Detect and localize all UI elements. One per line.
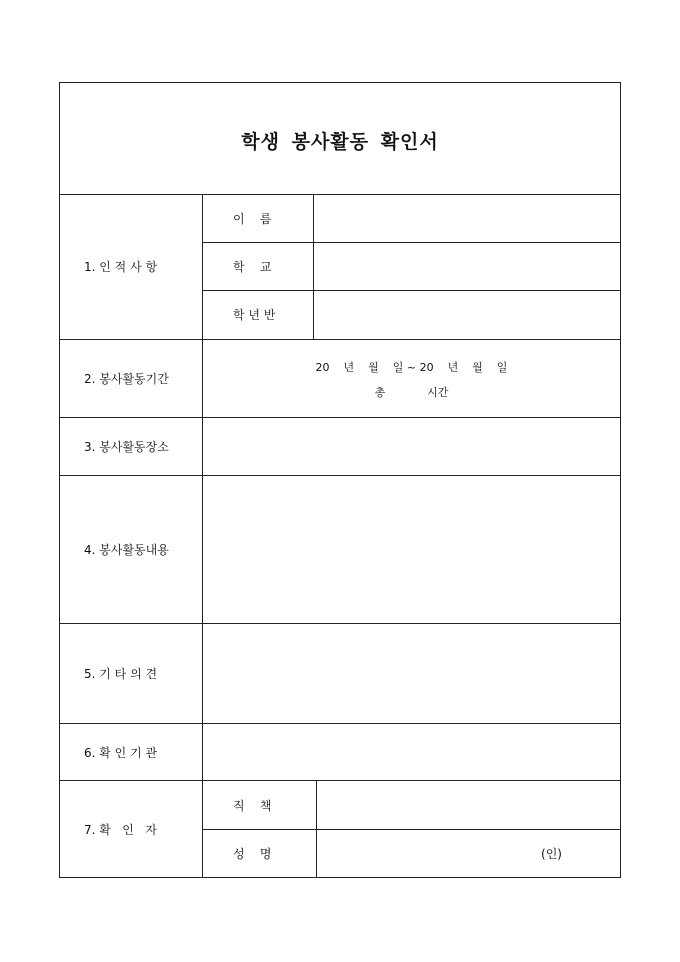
name-subrow xyxy=(203,194,620,243)
content-field[interactable] xyxy=(203,476,620,623)
document-title: 학생 봉사활동 확인서 xyxy=(241,131,439,153)
period-total-hours: 총 시간 xyxy=(374,386,449,399)
personal-info-row xyxy=(60,194,620,340)
school-subrow xyxy=(203,242,620,291)
grade-class-field[interactable] xyxy=(314,290,620,339)
school-label: 학 교 xyxy=(203,242,314,290)
period-dates: 20 년 월 일 ~ 20 년 월 일 xyxy=(315,361,508,374)
place-field[interactable] xyxy=(203,418,620,475)
confirmer-name-subrow xyxy=(203,829,620,877)
grade-class-label: 학 년 반 xyxy=(203,290,314,339)
confirmer-row xyxy=(60,781,620,877)
content-label: 4. 봉사활동내용 xyxy=(60,476,203,623)
place-label: 3. 봉사활동장소 xyxy=(60,418,203,475)
personal-info-label: 1. 인 적 사 항 xyxy=(60,194,203,339)
institution-row xyxy=(60,724,620,781)
name-field[interactable] xyxy=(314,194,620,242)
remarks-label: 5. 기 타 의 견 xyxy=(60,624,203,723)
period-label: 2. 봉사활동기간 xyxy=(60,340,203,417)
period-row xyxy=(60,340,620,418)
remarks-row xyxy=(60,624,620,724)
place-row xyxy=(60,418,620,476)
confirmer-name-field[interactable] xyxy=(317,829,620,877)
name-label: 이 름 xyxy=(203,194,314,242)
period-field[interactable] xyxy=(203,340,620,417)
confirmer-name-label: 성 명 xyxy=(203,829,317,877)
content-row xyxy=(60,476,620,624)
remarks-field[interactable] xyxy=(203,624,620,723)
seal-mark: (인) xyxy=(541,846,562,861)
personal-info-fields xyxy=(203,194,620,339)
institution-field[interactable] xyxy=(203,724,620,780)
confirmer-fields xyxy=(203,781,620,877)
position-subrow xyxy=(203,781,620,830)
school-field[interactable] xyxy=(314,242,620,290)
confirmer-label: 7. 확 인 자 xyxy=(60,781,203,877)
grade-class-subrow xyxy=(203,290,620,339)
institution-label: 6. 확 인 기 관 xyxy=(60,724,203,780)
position-label: 직 책 xyxy=(203,781,317,829)
position-field[interactable] xyxy=(317,781,620,829)
confirmation-form xyxy=(59,82,621,878)
title-row xyxy=(60,83,620,195)
